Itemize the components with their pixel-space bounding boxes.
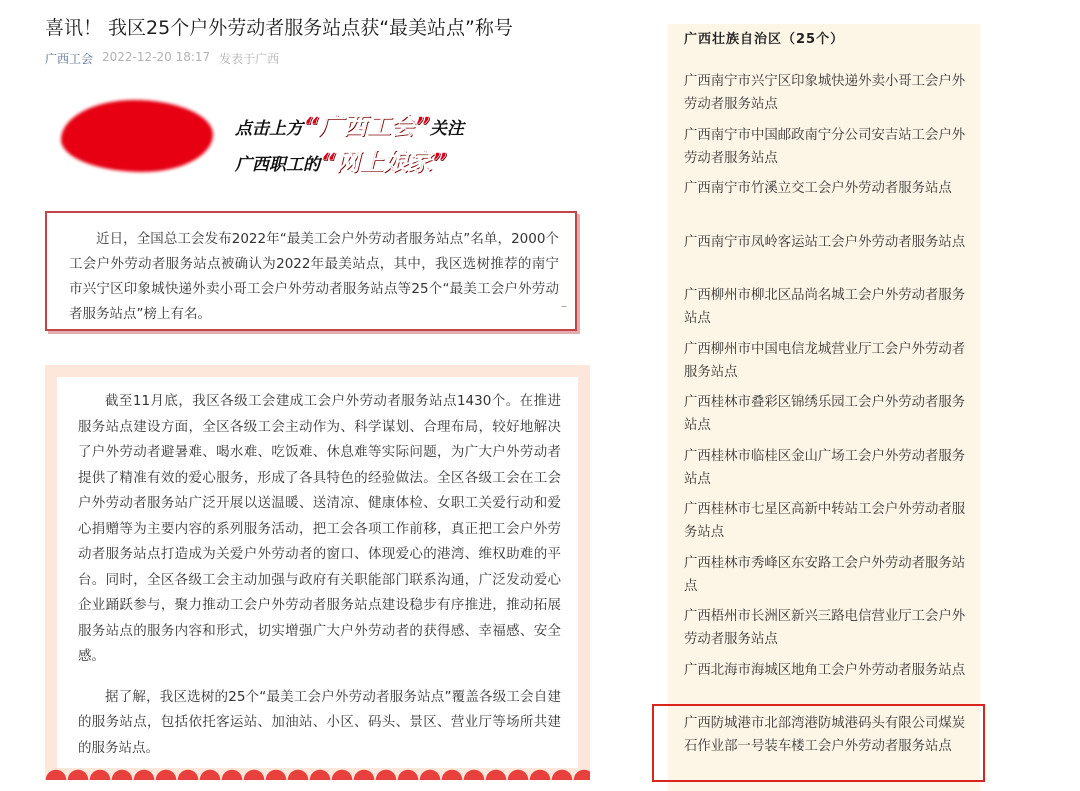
redacted-logo (61, 100, 213, 172)
body-paragraph: 截至11月底，我区各级工会建成工会户外劳动者服务站点1430个。在推进服务站点建设方面，全区各级工会主动作为、科学谋划、合理布局，较好地解决了户外劳动者避暑难、喝水难、吃饭难、休息难等实际问题，为广大户外劳动者提供了精准有效的爱心服务，形成了各具特色的经验做法。全区各级工会在工会户外劳动者服务站广泛开展以送温暖、送清凉、健康体检、女职工关爱行动和爱心捐赠等为主要内容的系列服务活动，把工会各项工作前移，真正把工会户外劳动者服务站点打造成为关爱户外劳动者的窗口、体现爱心的港湾、维权助难的平台。同时，全区各级工会主动加强与政府有关职能部门联系沟通，广泛发动爱心企业踊跃参与，聚力推动工会户外劳动者服务站点建设稳步有序推进，推动拓展服务站点的服务内容和形式，切实增强广大户外劳动者的获得感、幸福感、安全感。 (78, 393, 561, 664)
station-item: 广西南宁市竹溪立交工会户外劳动者服务站点 (684, 181, 952, 196)
station-item: 广西桂林市叠彩区锦绣乐园工会户外劳动者服务站点 (684, 395, 966, 433)
station-item: 广西柳州市柳北区品尚名城工会户外劳动者服务站点 (684, 288, 966, 326)
station-item: 广西桂林市临桂区金山广场工会户外劳动者服务站点 (684, 448, 966, 487)
body-paragraph: 据了解，我区选树的25个“最美工会户外劳动者服务站点”覆盖各级工会自建的服务站点，包括依托客运站、加油站、小区、码头、景区、营业厅等场所共建的服务站点。 (78, 688, 561, 756)
article-title: 喜讯！ 我区25个户外劳动者服务站点获“最美站点”称号 (45, 17, 513, 39)
intro-dash: – (561, 299, 567, 313)
station-item: 广西梧州市长洲区新兴三路电信营业厅工会户外劳动者服务站点 (684, 609, 966, 647)
station-item: 广西桂林市秀峰区东安路工会户外劳动者服务站点 (684, 555, 966, 594)
station-item: 广西南宁市中国邮政南宁分公司安吉站工会户外劳动者服务站点 (684, 127, 966, 166)
station-item: 广西桂林市七星区高新中转站工会户外劳动者服务站点 (684, 502, 966, 540)
banner-line-home (235, 142, 447, 177)
station-list (684, 70, 969, 766)
region-heading: 广西壮族自治区（25个） (684, 32, 845, 47)
station-item: 广西南宁市兴宁区印象城快递外卖小哥工会户外劳动者服务站点 (684, 74, 966, 112)
banner-line-follow (235, 106, 464, 141)
publish-location: 发表于广西 (219, 52, 280, 66)
banner-highlight: “网上娘家” (320, 148, 447, 176)
station-item-highlighted: 广西防城港市北部湾港防城港码头有限公司煤炭石作业部一号装车楼工会户外劳动者服务站点 (684, 716, 966, 754)
banner-text: 关注 (429, 119, 464, 139)
scallop-border (45, 766, 590, 780)
station-item: 广西北海市海城区地角工会户外劳动者服务站点 (684, 662, 966, 678)
banner-text: 点击上方 (235, 119, 303, 139)
follow-banner[interactable] (45, 92, 590, 192)
intro-box (45, 211, 577, 331)
publish-datetime: 2022-12-20 18:17 (102, 50, 211, 64)
intro-text: 近日，全国总工会发布2022年“最美工会户外劳动者服务站点”名单，2000个工会户外劳动者服务站点被确认为2022年最美站点，其中，我区选树推荐的南宁市兴宁区印象城快递外卖小哥工会户外劳动者服务站点等25个“最美工会户外劳动者服务站点”榜上有名。 (69, 231, 559, 322)
station-item: 广西柳州市中国电信龙城营业厅工会户外劳动者服务站点 (684, 341, 966, 380)
station-item: 广西南宁市凤岭客运站工会户外劳动者服务站点 (684, 234, 966, 250)
article-meta (45, 50, 279, 67)
account-link[interactable]: 广西工会 (45, 52, 94, 66)
banner-text: 广西职工的 (235, 155, 320, 175)
body-panel-inner (57, 377, 578, 768)
body-panel (45, 365, 590, 780)
banner-highlight: “广西工会” (303, 112, 430, 140)
